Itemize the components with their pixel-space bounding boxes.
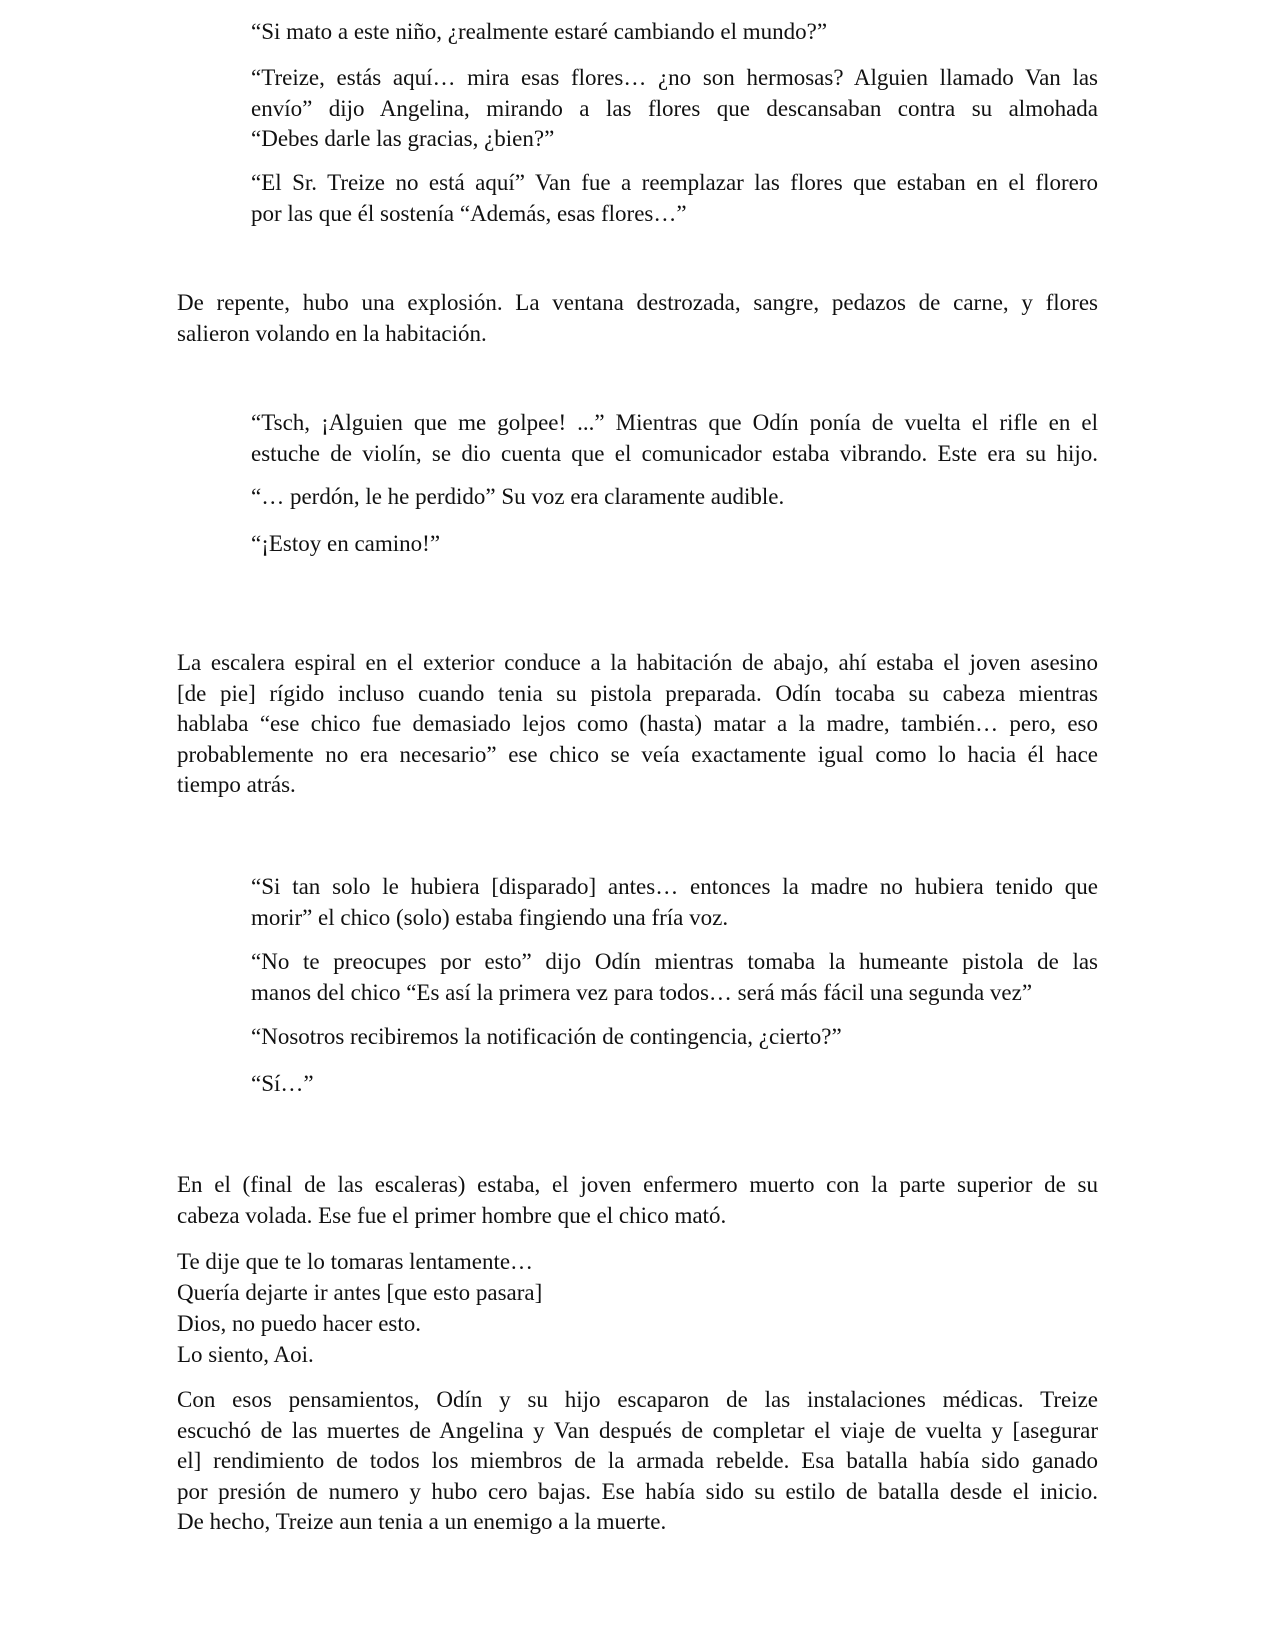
narration-paragraph: [177, 288, 1098, 349]
narration-paragraph: [177, 1170, 1098, 1231]
text-line: hablaba “ese chico fue demasiado lejos como (hasta) matar a la madre, también… pero, eso: [177, 711, 1098, 736]
text-line: De repente, hubo una explosión. La ventana destrozada, sangre, pedazos de carne, y flores: [177, 290, 1098, 315]
dialogue-paragraph: [251, 408, 1098, 469]
text-line: “Treize, estás aquí… mira esas flores… ¿no son hermosas? Alguien llamado Van las: [251, 65, 1098, 90]
text-line: La escalera espiral en el exterior conduce a la habitación de abajo, ahí estaba el joven asesino: [177, 650, 1098, 675]
text-line: “Tsch, ¡Alguien que me golpee! ...” Mientras que Odín ponía de vuelta el rifle en el: [251, 410, 1098, 435]
narration-paragraph: [177, 1385, 1098, 1538]
dialogue-paragraph: [251, 63, 1098, 155]
text-line: tiempo atrás.: [177, 772, 296, 797]
dialogue-paragraph: [251, 168, 1098, 229]
thought-line: Dios, no puedo hacer esto.: [177, 1311, 421, 1336]
text-line: Con esos pensamientos, Odín y su hijo escaparon de las instalaciones médicas. Treize: [177, 1387, 1098, 1412]
dialogue-paragraph: [251, 17, 1098, 48]
text-line: “El Sr. Treize no está aquí” Van fue a reemplazar las flores que estaban en el florero: [251, 170, 1098, 195]
thought-line: Lo siento, Aoi.: [177, 1342, 314, 1367]
dialogue-paragraph: [251, 1069, 1098, 1100]
text-line: salieron volando en la habitación.: [177, 320, 487, 346]
inner-thoughts: [177, 1246, 1098, 1370]
text-line: estuche de violín, se dio cuenta que el comunicador estaba vibrando. Este era su hijo.: [251, 440, 1098, 466]
text-line: por las que él sostenía “Además, esas flores…”: [251, 200, 687, 226]
text-line: manos del chico “Es así la primera vez para todos… será más fácil una segunda vez”: [251, 979, 1033, 1005]
text-line: “Si mato a este niño, ¿realmente estaré cambiando el mundo?”: [251, 19, 828, 44]
text-line: [de pie] rígido incluso cuando tenia su pistola preparada. Odín tocaba su cabeza mientras: [177, 680, 1098, 706]
text-line: “¡Estoy en camino!”: [251, 531, 441, 556]
text-line: envío” dijo Angelina, mirando a las flores que descansaban contra su almohada: [251, 95, 1098, 121]
dialogue-paragraph: [251, 872, 1098, 933]
text-line: “No te preocupes por esto” dijo Odín mientras tomaba la humeante pistola de las: [251, 949, 1098, 974]
text-line: por presión de numero y hubo cero bajas. Ese había sido su estilo de batalla desde el inicio.: [177, 1478, 1098, 1504]
narration-paragraph: [177, 648, 1098, 801]
text-line: En el (final de las escaleras) estaba, el joven enfermero muerto con la parte superior de su: [177, 1172, 1098, 1197]
dialogue-paragraph: [251, 529, 1098, 560]
text-line: “Si tan solo le hubiera [disparado] antes… entonces la madre no hubiera tenido que: [251, 874, 1098, 899]
text-line: “Debes darle las gracias, ¿bien?”: [251, 126, 555, 151]
text-line: De hecho, Treize aun tenia a un enemigo a la muerte.: [177, 1509, 667, 1534]
text-line: el] rendimiento de todos los miembros de la armada rebelde. Esa batalla había sido ganado: [177, 1448, 1098, 1473]
dialogue-paragraph: [251, 482, 1098, 513]
thought-line: Quería dejarte ir antes [que esto pasara]: [177, 1280, 543, 1305]
dialogue-paragraph: [251, 1022, 1098, 1053]
text-line: “… perdón, le he perdido” Su voz era claramente audible.: [251, 484, 785, 509]
text-line: morir” el chico (solo) estaba fingiendo una fría voz.: [251, 904, 729, 930]
text-line: cabeza volada. Ese fue el primer hombre que el chico mató.: [177, 1202, 727, 1228]
text-line: “Nosotros recibiremos la notificación de contingencia, ¿cierto?”: [251, 1024, 842, 1049]
text-line: escuchó de las muertes de Angelina y Van después de completar el viaje de vuelta y [asegurar: [177, 1417, 1098, 1443]
thought-line: Te dije que te lo tomaras lentamente…: [177, 1249, 534, 1274]
text-line: probablemente no era necesario” ese chico se veía exactamente igual como lo hacia él hace: [177, 741, 1098, 767]
text-line: “Sí…”: [251, 1071, 314, 1096]
dialogue-paragraph: [251, 947, 1098, 1008]
